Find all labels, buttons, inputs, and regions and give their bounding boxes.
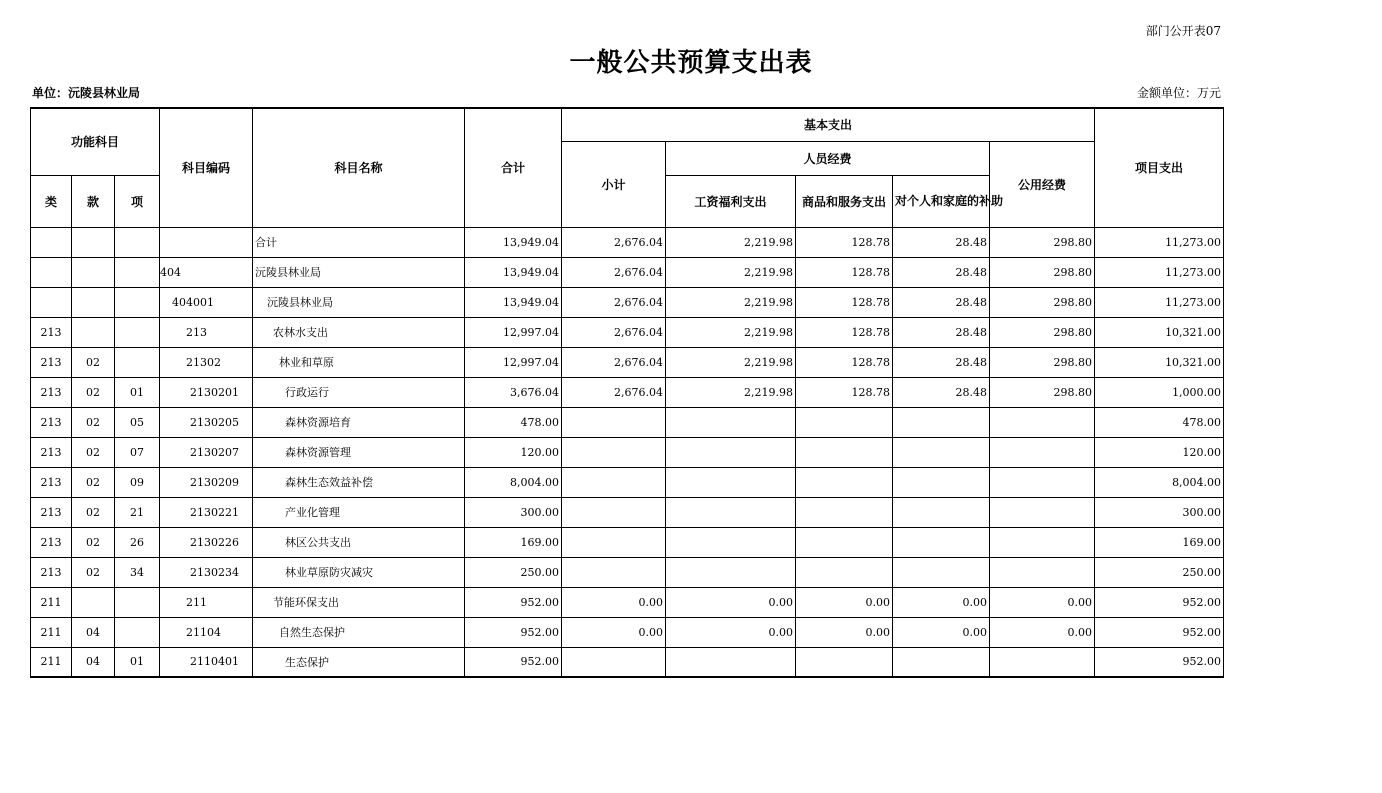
- cell-kuan: [72, 587, 115, 617]
- cell-total: 13,949.04: [465, 227, 562, 257]
- cell-total: 13,949.04: [465, 287, 562, 317]
- cell-subsidy: 0.00: [893, 617, 990, 647]
- cell-total: 3,676.04: [465, 377, 562, 407]
- cell-wages: 2,219.98: [666, 347, 796, 377]
- table-row: [31, 287, 1224, 317]
- header-public: 公用经费: [990, 141, 1095, 227]
- cell-name: 林区公共支出: [253, 527, 465, 557]
- cell-lei: 213: [31, 557, 72, 587]
- cell-wages: [666, 527, 796, 557]
- cell-total: 8,004.00: [465, 467, 562, 497]
- cell-kuan: 02: [72, 407, 115, 437]
- cell-subtotal: [562, 467, 666, 497]
- header-subsidy: 对个人和家庭的补助: [893, 175, 990, 227]
- cell-total: 12,997.04: [465, 317, 562, 347]
- cell-kuan: 02: [72, 527, 115, 557]
- cell-public: 298.80: [990, 317, 1095, 347]
- table-row: [31, 587, 1224, 617]
- table-row: [31, 497, 1224, 527]
- cell-name: 沅陵县林业局: [253, 257, 465, 287]
- cell-xiang: 05: [115, 407, 160, 437]
- cell-subtotal: [562, 557, 666, 587]
- cell-public: [990, 497, 1095, 527]
- cell-subtotal: 2,676.04: [562, 257, 666, 287]
- cell-subtotal: [562, 527, 666, 557]
- cell-subtotal: 0.00: [562, 587, 666, 617]
- table-row: [31, 467, 1224, 497]
- cell-total: 478.00: [465, 407, 562, 437]
- cell-subtotal: 2,676.04: [562, 227, 666, 257]
- cell-goods: 0.00: [796, 617, 893, 647]
- cell-goods: [796, 557, 893, 587]
- cell-subsidy: 28.48: [893, 257, 990, 287]
- cell-total: 169.00: [465, 527, 562, 557]
- cell-code: 2130234: [160, 557, 253, 587]
- cell-subsidy: 28.48: [893, 347, 990, 377]
- cell-public: [990, 557, 1095, 587]
- cell-public: 298.80: [990, 377, 1095, 407]
- cell-wages: [666, 557, 796, 587]
- cell-code: 404: [160, 257, 253, 287]
- form-number: 部门公开表07: [1145, 24, 1221, 38]
- cell-subtotal: [562, 497, 666, 527]
- cell-xiang: 21: [115, 497, 160, 527]
- cell-project: 250.00: [1095, 557, 1224, 587]
- cell-total: 13,949.04: [465, 257, 562, 287]
- cell-total: 250.00: [465, 557, 562, 587]
- cell-code: 2130207: [160, 437, 253, 467]
- cell-project: 10,321.00: [1095, 317, 1224, 347]
- cell-goods: [796, 497, 893, 527]
- cell-kuan: 04: [72, 647, 115, 677]
- cell-goods: 128.78: [796, 257, 893, 287]
- cell-public: 0.00: [990, 587, 1095, 617]
- cell-code: [160, 227, 253, 257]
- cell-lei: 211: [31, 617, 72, 647]
- cell-kuan: [72, 257, 115, 287]
- cell-code: 21104: [160, 617, 253, 647]
- table-row: [31, 317, 1224, 347]
- table-row: [31, 347, 1224, 377]
- cell-total: 300.00: [465, 497, 562, 527]
- cell-subtotal: [562, 647, 666, 677]
- header-wages: 工资福利支出: [666, 175, 796, 227]
- table-row: [31, 617, 1224, 647]
- cell-goods: 0.00: [796, 587, 893, 617]
- cell-lei: 213: [31, 527, 72, 557]
- cell-xiang: [115, 257, 160, 287]
- page-title: 一般公共预算支出表: [569, 48, 813, 78]
- cell-subsidy: [893, 437, 990, 467]
- cell-wages: [666, 437, 796, 467]
- cell-goods: [796, 437, 893, 467]
- cell-public: [990, 407, 1095, 437]
- cell-total: 120.00: [465, 437, 562, 467]
- cell-wages: 0.00: [666, 587, 796, 617]
- cell-name: 农林水支出: [253, 317, 465, 347]
- cell-xiang: [115, 617, 160, 647]
- cell-goods: [796, 527, 893, 557]
- cell-goods: 128.78: [796, 347, 893, 377]
- cell-xiang: [115, 287, 160, 317]
- cell-goods: 128.78: [796, 287, 893, 317]
- cell-lei: [31, 287, 72, 317]
- cell-code: 2130209: [160, 467, 253, 497]
- cell-public: 298.80: [990, 347, 1095, 377]
- cell-kuan: 04: [72, 617, 115, 647]
- cell-subsidy: 0.00: [893, 587, 990, 617]
- header-project: 项目支出: [1095, 108, 1224, 227]
- budget-table: [30, 107, 1224, 678]
- cell-code: 213: [160, 317, 253, 347]
- cell-project: 300.00: [1095, 497, 1224, 527]
- cell-name: 生态保护: [253, 647, 465, 677]
- cell-name: 森林资源培育: [253, 407, 465, 437]
- org-unit: 单位：沅陵县林业局: [32, 86, 141, 100]
- cell-goods: [796, 467, 893, 497]
- cell-wages: [666, 467, 796, 497]
- header-kuan: 款: [72, 175, 115, 227]
- table-row: [31, 227, 1224, 257]
- cell-name: 自然生态保护: [253, 617, 465, 647]
- cell-project: 169.00: [1095, 527, 1224, 557]
- cell-project: 11,273.00: [1095, 287, 1224, 317]
- cell-name: 森林生态效益补偿: [253, 467, 465, 497]
- cell-subsidy: [893, 407, 990, 437]
- cell-lei: 213: [31, 377, 72, 407]
- cell-subsidy: [893, 557, 990, 587]
- cell-goods: 128.78: [796, 317, 893, 347]
- cell-subtotal: 2,676.04: [562, 377, 666, 407]
- cell-public: 298.80: [990, 257, 1095, 287]
- cell-goods: [796, 647, 893, 677]
- cell-wages: [666, 407, 796, 437]
- header-basic: 基本支出: [562, 108, 1095, 141]
- cell-public: 298.80: [990, 227, 1095, 257]
- cell-subsidy: 28.48: [893, 287, 990, 317]
- cell-subsidy: [893, 647, 990, 677]
- table-row: [31, 407, 1224, 437]
- cell-kuan: 02: [72, 377, 115, 407]
- cell-name: 森林资源管理: [253, 437, 465, 467]
- cell-public: [990, 647, 1095, 677]
- cell-code: 2130221: [160, 497, 253, 527]
- header-goods: 商品和服务支出: [796, 175, 893, 227]
- cell-code: 211: [160, 587, 253, 617]
- cell-name: 节能环保支出: [253, 587, 465, 617]
- cell-xiang: 07: [115, 437, 160, 467]
- cell-kuan: [72, 287, 115, 317]
- cell-xiang: 26: [115, 527, 160, 557]
- cell-subtotal: 0.00: [562, 617, 666, 647]
- cell-lei: 213: [31, 437, 72, 467]
- cell-kuan: 02: [72, 437, 115, 467]
- cell-lei: 213: [31, 497, 72, 527]
- cell-project: 120.00: [1095, 437, 1224, 467]
- header-xiang: 项: [115, 175, 160, 227]
- cell-subsidy: [893, 527, 990, 557]
- cell-public: [990, 527, 1095, 557]
- cell-lei: 213: [31, 317, 72, 347]
- cell-subsidy: 28.48: [893, 227, 990, 257]
- cell-xiang: 09: [115, 467, 160, 497]
- cell-code: 2130226: [160, 527, 253, 557]
- cell-lei: 211: [31, 587, 72, 617]
- cell-subtotal: 2,676.04: [562, 347, 666, 377]
- cell-lei: 213: [31, 467, 72, 497]
- cell-wages: 2,219.98: [666, 227, 796, 257]
- cell-kuan: 02: [72, 497, 115, 527]
- cell-kuan: 02: [72, 467, 115, 497]
- cell-lei: 211: [31, 647, 72, 677]
- cell-name: 产业化管理: [253, 497, 465, 527]
- cell-xiang: 01: [115, 377, 160, 407]
- cell-public: 0.00: [990, 617, 1095, 647]
- table-row: [31, 257, 1224, 287]
- cell-xiang: 01: [115, 647, 160, 677]
- cell-subtotal: 2,676.04: [562, 317, 666, 347]
- cell-xiang: 34: [115, 557, 160, 587]
- cell-subsidy: [893, 467, 990, 497]
- cell-code: 21302: [160, 347, 253, 377]
- cell-subtotal: 2,676.04: [562, 287, 666, 317]
- header-lei: 类: [31, 175, 72, 227]
- cell-wages: 0.00: [666, 617, 796, 647]
- cell-name: 沅陵县林业局: [253, 287, 465, 317]
- cell-name: 林业和草原: [253, 347, 465, 377]
- cell-project: 1,000.00: [1095, 377, 1224, 407]
- cell-name: 合计: [253, 227, 465, 257]
- cell-name: 行政运行: [253, 377, 465, 407]
- cell-project: 478.00: [1095, 407, 1224, 437]
- cell-project: 10,321.00: [1095, 347, 1224, 377]
- cell-goods: 128.78: [796, 377, 893, 407]
- header-code: 科目编码: [160, 108, 253, 227]
- cell-wages: 2,219.98: [666, 287, 796, 317]
- cell-public: [990, 437, 1095, 467]
- cell-subtotal: [562, 407, 666, 437]
- cell-xiang: [115, 227, 160, 257]
- cell-wages: 2,219.98: [666, 377, 796, 407]
- cell-wages: 2,219.98: [666, 257, 796, 287]
- cell-wages: 2,219.98: [666, 317, 796, 347]
- cell-code: 2110401: [160, 647, 253, 677]
- table-row: [31, 557, 1224, 587]
- cell-total: 952.00: [465, 647, 562, 677]
- header-subtotal: 小计: [562, 141, 666, 227]
- header-name: 科目名称: [253, 108, 465, 227]
- cell-goods: 128.78: [796, 227, 893, 257]
- cell-lei: 213: [31, 347, 72, 377]
- table-row: [31, 527, 1224, 557]
- table-row: [31, 647, 1224, 677]
- cell-project: 8,004.00: [1095, 467, 1224, 497]
- cell-lei: [31, 257, 72, 287]
- cell-kuan: [72, 227, 115, 257]
- cell-subsidy: [893, 497, 990, 527]
- table-row: [31, 377, 1224, 407]
- cell-project: 952.00: [1095, 587, 1224, 617]
- cell-project: 11,273.00: [1095, 227, 1224, 257]
- cell-kuan: [72, 317, 115, 347]
- cell-public: 298.80: [990, 287, 1095, 317]
- cell-wages: [666, 497, 796, 527]
- cell-project: 11,273.00: [1095, 257, 1224, 287]
- cell-xiang: [115, 587, 160, 617]
- cell-project: 952.00: [1095, 617, 1224, 647]
- cell-subtotal: [562, 437, 666, 467]
- cell-wages: [666, 647, 796, 677]
- cell-lei: 213: [31, 407, 72, 437]
- cell-total: 12,997.04: [465, 347, 562, 377]
- cell-lei: [31, 227, 72, 257]
- cell-total: 952.00: [465, 617, 562, 647]
- cell-subsidy: 28.48: [893, 317, 990, 347]
- cell-kuan: 02: [72, 557, 115, 587]
- cell-goods: [796, 407, 893, 437]
- cell-xiang: [115, 347, 160, 377]
- cell-subsidy: 28.48: [893, 377, 990, 407]
- cell-code: 2130201: [160, 377, 253, 407]
- cell-code: 2130205: [160, 407, 253, 437]
- cell-kuan: 02: [72, 347, 115, 377]
- cell-name: 林业草原防灾减灾: [253, 557, 465, 587]
- cell-total: 952.00: [465, 587, 562, 617]
- header-personnel: 人员经费: [666, 141, 990, 175]
- header-total: 合计: [465, 108, 562, 227]
- cell-xiang: [115, 317, 160, 347]
- cell-code: 404001: [160, 287, 253, 317]
- table-row: [31, 437, 1224, 467]
- cell-project: 952.00: [1095, 647, 1224, 677]
- header-func-subject: 功能科目: [31, 108, 160, 175]
- cell-public: [990, 467, 1095, 497]
- amount-unit: 金额单位：万元: [1136, 86, 1221, 100]
